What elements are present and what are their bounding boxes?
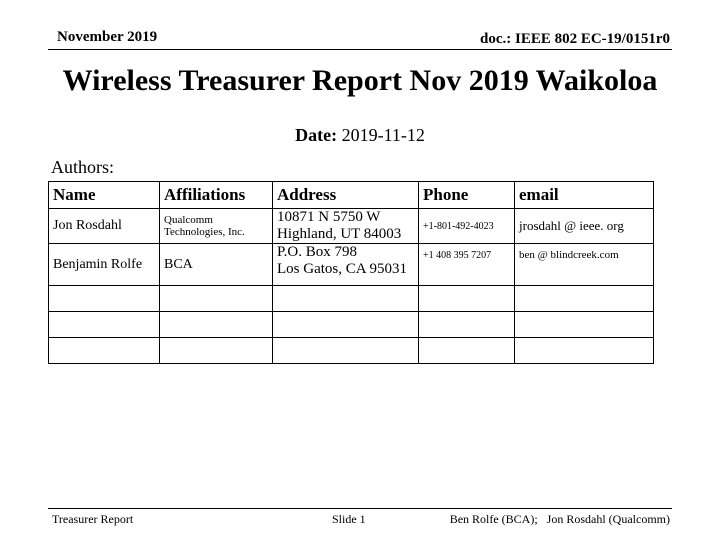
- cell-email: jrosdahl @ ieee. org: [515, 209, 654, 244]
- authors-label: Authors:: [51, 157, 114, 177]
- cell-address: [273, 209, 419, 244]
- table-row: [49, 209, 654, 244]
- cell-address: [273, 244, 419, 286]
- table-row: [49, 286, 654, 312]
- affiliation-line: BCA: [164, 256, 193, 272]
- table-header-row: [49, 182, 654, 209]
- empty-cell: [160, 286, 273, 312]
- slide-title: Wireless Treasurer Report Nov 2019 Waikoloa: [62, 64, 658, 97]
- cell-phone: +1-801-492-4023: [419, 209, 515, 244]
- cell-affiliation: [160, 209, 273, 244]
- address-line: Highland, UT 84003: [277, 226, 402, 242]
- date-label: Date:: [295, 125, 338, 145]
- affiliation-line: Technologies, Inc.: [164, 226, 245, 238]
- cell-name: Jon Rosdahl: [49, 209, 160, 244]
- address-line: P.O. Box 798: [277, 244, 358, 260]
- empty-cell: [515, 286, 654, 312]
- empty-cell: [515, 312, 654, 338]
- date-value: 2019-11-12: [341, 125, 425, 145]
- footer-authors: Ben Rolfe (BCA); Jon Rosdahl (Qualcomm): [449, 512, 670, 526]
- header-phone: Phone: [419, 182, 515, 209]
- cell-phone: +1 408 395 7207: [419, 244, 515, 286]
- empty-cell: [273, 286, 419, 312]
- cell-email: ben @ blindcreek.com: [515, 244, 654, 286]
- header-date: November 2019: [57, 29, 158, 45]
- table-row: [49, 312, 654, 338]
- empty-cell: [160, 312, 273, 338]
- address-line: 10871 N 5750 W: [277, 209, 381, 225]
- cell-name: Benjamin Rolfe: [49, 244, 160, 286]
- header-email: email: [515, 182, 654, 209]
- authors-table: [48, 181, 654, 364]
- empty-cell: [49, 286, 160, 312]
- empty-cell: [160, 338, 273, 364]
- header-doc-id: doc.: IEEE 802 EC-19/0151r0: [479, 31, 670, 47]
- empty-cell: [515, 338, 654, 364]
- affiliation-line: Qualcomm: [164, 214, 213, 226]
- footer-left: Treasurer Report: [52, 512, 134, 526]
- cell-affiliation: [160, 244, 273, 286]
- table-row: [49, 244, 654, 286]
- header-address: Address: [273, 182, 419, 209]
- empty-cell: [419, 286, 515, 312]
- header-divider: [48, 49, 672, 50]
- slide-number: Slide 1: [332, 512, 366, 526]
- empty-cell: [273, 338, 419, 364]
- empty-cell: [273, 312, 419, 338]
- empty-cell: [49, 338, 160, 364]
- empty-cell: [419, 338, 515, 364]
- header-affiliations: Affiliations: [160, 182, 273, 209]
- footer-divider: [48, 508, 672, 509]
- address-line: Los Gatos, CA 95031: [277, 261, 408, 277]
- date-line: [0, 125, 720, 146]
- empty-cell: [49, 312, 160, 338]
- empty-cell: [419, 312, 515, 338]
- header-name: Name: [49, 182, 160, 209]
- table-row: [49, 338, 654, 364]
